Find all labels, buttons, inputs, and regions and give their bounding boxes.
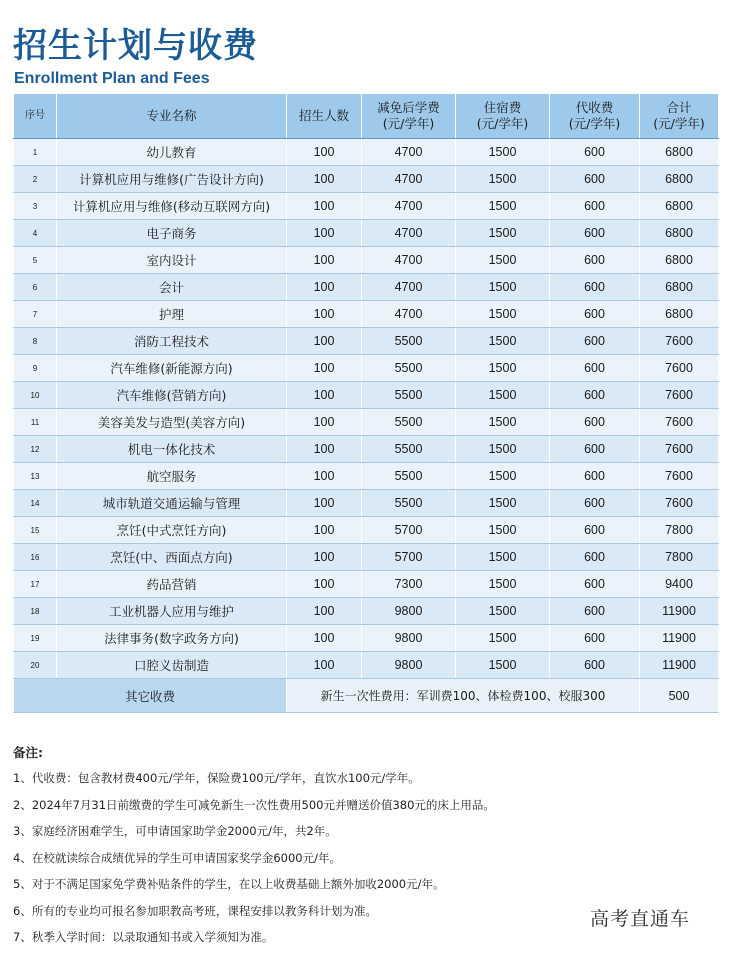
col-header-dorm-line1: 住宿费 [483,100,522,115]
row-total: 11900 [640,598,719,625]
table-row [14,625,719,652]
row-dorm: 1500 [456,355,550,382]
note-item-5: 5、对于不满足国家免学费补贴条件的学生，在以上收费基础上额外加收2000元/年。 [13,877,445,891]
row-agency: 600 [550,328,640,355]
table-row [14,409,719,436]
row-index: 8 [14,328,57,355]
row-total: 6800 [640,301,719,328]
row-tuition: 5500 [362,436,456,463]
table-row [14,571,719,598]
row-quota: 100 [287,463,362,490]
row-index: 16 [14,544,57,571]
table-row [14,166,719,193]
row-tuition: 5500 [362,490,456,517]
row-total: 7600 [640,463,719,490]
row-quota: 100 [287,544,362,571]
row-total: 6800 [640,193,719,220]
row-index: 3 [14,193,57,220]
row-index: 20 [14,652,57,679]
row-tuition: 4700 [362,193,456,220]
row-index: 7 [14,301,57,328]
row-major: 药品营销 [57,571,287,598]
row-agency: 600 [550,166,640,193]
row-quota: 100 [287,517,362,544]
notes-title: 备注: [13,745,43,760]
col-header-tuition [362,94,456,139]
col-header-major: 专业名称 [57,94,287,139]
row-index: 15 [14,517,57,544]
row-quota: 100 [287,625,362,652]
table-row [14,652,719,679]
table-row [14,355,719,382]
row-dorm: 1500 [456,436,550,463]
table-row [14,274,719,301]
watermark: 高考直通车 [590,908,691,930]
notes-section [13,743,593,951]
table-row [14,436,719,463]
row-dorm: 1500 [456,490,550,517]
row-dorm: 1500 [456,328,550,355]
row-index: 1 [14,139,57,166]
row-major: 电子商务 [57,220,287,247]
row-index: 18 [14,598,57,625]
row-agency: 600 [550,139,640,166]
row-dorm: 1500 [456,463,550,490]
fees-table [13,93,719,713]
row-dorm: 1500 [456,274,550,301]
table-row [14,517,719,544]
row-total: 11900 [640,625,719,652]
note-item-6: 6、所有的专业均可报名参加职教高考班，课程安排以教务科计划为准。 [13,903,377,918]
col-header-agency-line2: (元/学年) [568,116,621,131]
row-tuition: 5500 [362,355,456,382]
row-quota: 100 [287,355,362,382]
row-tuition: 9800 [362,625,456,652]
row-quota: 100 [287,139,362,166]
row-quota: 100 [287,571,362,598]
col-header-dorm [456,94,550,139]
row-tuition: 5700 [362,517,456,544]
row-total: 6800 [640,247,719,274]
table-row [14,544,719,571]
row-total: 7600 [640,328,719,355]
col-header-total-line2: (元/学年) [653,116,705,131]
note-item-4: 4、在校就读综合成绩优异的学生可申请国家奖学金6000元/年。 [13,850,341,865]
row-tuition: 4700 [362,166,456,193]
row-dorm: 1500 [456,139,550,166]
row-agency: 600 [550,436,640,463]
row-index: 4 [14,220,57,247]
row-major: 机电一体化技术 [57,436,287,463]
row-agency: 600 [550,571,640,598]
row-index: 13 [14,463,57,490]
row-quota: 100 [287,193,362,220]
row-major: 汽车维修(新能源方向) [57,355,287,382]
row-index: 14 [14,490,57,517]
row-total: 7600 [640,355,719,382]
row-total: 6800 [640,166,719,193]
row-total: 7600 [640,436,719,463]
row-total: 7600 [640,490,719,517]
row-tuition: 9800 [362,652,456,679]
row-total: 7600 [640,409,719,436]
col-header-total-line1: 合计 [666,100,692,115]
row-agency: 600 [550,382,640,409]
row-dorm: 1500 [456,382,550,409]
row-quota: 100 [287,247,362,274]
table-row [14,598,719,625]
page-subtitle: Enrollment Plan and Fees [14,70,210,87]
row-agency: 600 [550,598,640,625]
row-dorm: 1500 [456,571,550,598]
row-total: 7800 [640,517,719,544]
row-agency: 600 [550,490,640,517]
row-agency: 600 [550,652,640,679]
row-total: 6800 [640,139,719,166]
row-quota: 100 [287,301,362,328]
row-quota: 100 [287,409,362,436]
other-fees-label: 其它收费 [14,679,287,713]
row-agency: 600 [550,193,640,220]
row-total: 6800 [640,274,719,301]
table-row [14,139,719,166]
table-row [14,328,719,355]
row-major: 室内设计 [57,247,287,274]
row-dorm: 1500 [456,544,550,571]
row-major: 会计 [57,274,287,301]
row-agency: 600 [550,220,640,247]
row-tuition: 5700 [362,544,456,571]
row-tuition: 7300 [362,571,456,598]
col-header-agency [550,94,640,139]
row-agency: 600 [550,409,640,436]
row-major: 工业机器人应用与维护 [57,598,287,625]
row-quota: 100 [287,598,362,625]
note-item-7: 7、秋季入学时间：以录取通知书或入学须知为准。 [13,930,274,944]
row-tuition: 5500 [362,328,456,355]
row-agency: 600 [550,274,640,301]
row-total: 6800 [640,220,719,247]
row-major: 护理 [57,301,287,328]
table-row [14,301,719,328]
row-dorm: 1500 [456,409,550,436]
row-major: 烹饪(中式烹饪方向) [57,517,287,544]
row-tuition: 4700 [362,139,456,166]
row-dorm: 1500 [456,301,550,328]
row-tuition: 9800 [362,598,456,625]
row-major: 消防工程技术 [57,328,287,355]
note-item-2: 2、2024年7月31日前缴费的学生可减免新生一次性费用500元并赠送价值380元的床上用品。 [13,797,495,812]
table-header-row [14,94,719,139]
row-agency: 600 [550,463,640,490]
row-major: 汽车维修(营销方向) [57,382,287,409]
table-row [14,463,719,490]
row-quota: 100 [287,490,362,517]
col-header-agency-line1: 代收费 [575,100,614,115]
col-header-tuition-line2: (元/学年) [382,116,435,131]
row-total: 7800 [640,544,719,571]
row-tuition: 4700 [362,274,456,301]
row-index: 9 [14,355,57,382]
row-major: 美容美发与造型(美容方向) [57,409,287,436]
row-quota: 100 [287,274,362,301]
row-total: 7600 [640,382,719,409]
other-fees-detail: 新生一次性费用：军训费100、体检费100、校服300 [287,679,640,713]
row-tuition: 5500 [362,382,456,409]
col-header-tuition-line1: 减免后学费 [377,100,440,115]
row-total: 9400 [640,571,719,598]
row-agency: 600 [550,517,640,544]
row-tuition: 4700 [362,247,456,274]
row-agency: 600 [550,625,640,652]
note-item-3: 3、家庭经济困难学生，可申请国家助学金2000元/年，共2年。 [13,824,337,838]
row-index: 12 [14,436,57,463]
table-row [14,193,719,220]
row-dorm: 1500 [456,652,550,679]
col-header-index: 序号 [14,94,57,139]
table-row [14,220,719,247]
table-row [14,382,719,409]
row-tuition: 5500 [362,463,456,490]
row-index: 2 [14,166,57,193]
row-agency: 600 [550,247,640,274]
row-major: 航空服务 [57,463,287,490]
row-tuition: 4700 [362,301,456,328]
page-title: 招生计划与收费 [13,26,258,66]
row-index: 5 [14,247,57,274]
row-dorm: 1500 [456,517,550,544]
row-major: 法律事务(数字政务方向) [57,625,287,652]
other-fees-row [14,679,719,713]
row-dorm: 1500 [456,193,550,220]
row-major: 烹饪(中、西面点方向) [57,544,287,571]
row-index: 11 [14,409,57,436]
row-dorm: 1500 [456,625,550,652]
note-item-1: 1、代收费：包含教材费400元/学年，保险费100元/学年，直饮水100元/学年。 [13,771,420,785]
row-index: 17 [14,571,57,598]
table-row [14,490,719,517]
row-index: 6 [14,274,57,301]
row-dorm: 1500 [456,598,550,625]
row-quota: 100 [287,166,362,193]
other-fees-amount: 500 [640,679,719,713]
row-major: 计算机应用与维修(广告设计方向) [57,166,287,193]
row-dorm: 1500 [456,166,550,193]
row-index: 19 [14,625,57,652]
row-major: 口腔义齿制造 [57,652,287,679]
row-total: 11900 [640,652,719,679]
col-header-dorm-line2: (元/学年) [476,116,529,131]
row-major: 幼儿教育 [57,139,287,166]
col-header-quota: 招生人数 [287,94,362,139]
row-quota: 100 [287,652,362,679]
row-tuition: 4700 [362,220,456,247]
row-tuition: 5500 [362,409,456,436]
row-major: 计算机应用与维修(移动互联网方向) [57,193,287,220]
row-agency: 600 [550,301,640,328]
row-quota: 100 [287,436,362,463]
row-major: 城市轨道交通运输与管理 [57,490,287,517]
table-row [14,247,719,274]
row-index: 10 [14,382,57,409]
row-quota: 100 [287,220,362,247]
row-agency: 600 [550,355,640,382]
row-dorm: 1500 [456,247,550,274]
row-agency: 600 [550,544,640,571]
row-dorm: 1500 [456,220,550,247]
col-header-total [640,94,719,139]
row-quota: 100 [287,382,362,409]
row-quota: 100 [287,328,362,355]
